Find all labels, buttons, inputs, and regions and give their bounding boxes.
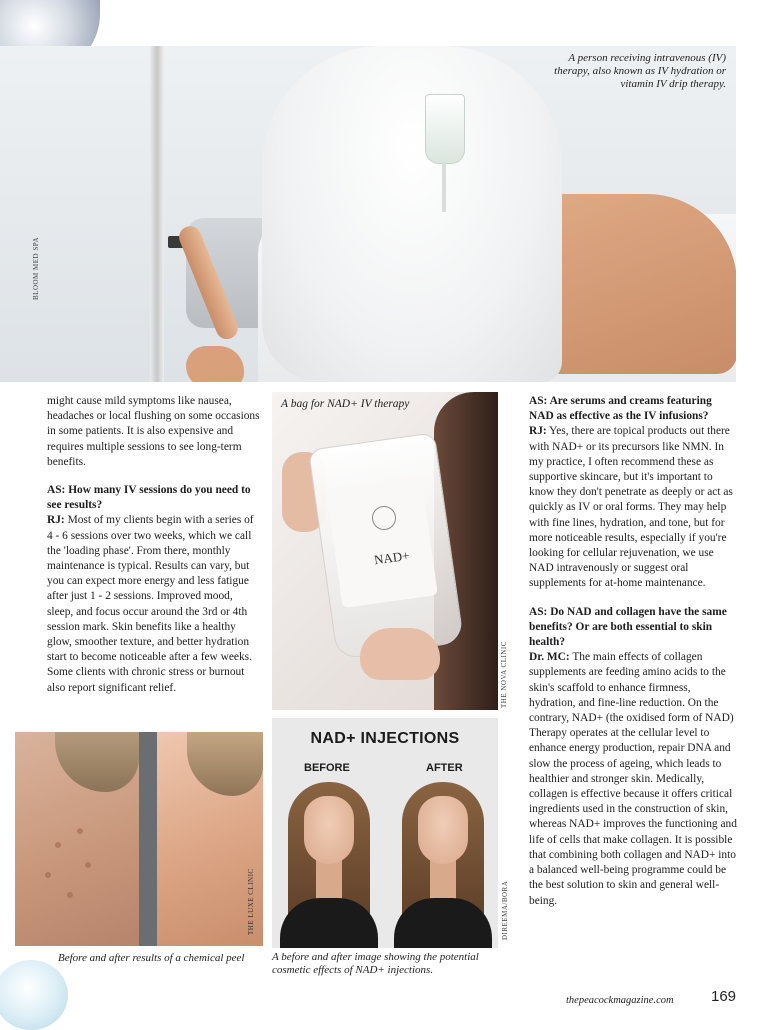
after-label: AFTER [426,762,463,774]
interview-question: AS: Do NAD and collagen have the same benefits? Or are both essential to skin health? [529,605,727,649]
photo-credit: BLOOM MED SPA [32,236,40,300]
image-caption: A bag for NAD+ IV therapy [281,398,410,410]
interview-question: AS: Are serums and creams featuring NAD as effective as the IV infusions? [529,395,712,423]
hero-caption: A person receiving intravenous (IV) therapy, also known as IV hydration or vitamin IV drip therapy. [554,52,726,90]
bag-label-text: NAD+ [373,547,411,568]
water-bubble-decoration [0,960,68,1030]
answer-text: The main effects of collagen supplements are feeding amino acids to the skin's scaffold to enhance firmness, hydration, and fine-line reduction. On the contrary, NAD+ (the oxidised form of NAD) Therapy operates at the cellular level to enhance energy production, repair DNA and slow the process of ageing, which leads to healthier and stronger skin. Medically, collagen is effective because it offers critical ingredients used in the construction of skin, whereas NAD+ improves the functioning and life of cells that make collagen. It is possible that combining both collagen and NAD+ into a balanced well-being programme could be the best solution to skin and general well-being. [529,651,737,907]
answer-text: Most of my clients begin with a series of 4 - 6 sessions over two weeks, which we call the 'loading phase'. From there, monthly maintenance is typical. Results can vary, but you can expect more energy and less fatigue after just 1 - 2 sessions. Improved mood, sleep, and focus occur around the 3rd or 4th session mark. Skin benefits like a healthy glow, smoother texture, and better hydration start to become noticeable after a few weeks. Some clients with chronic stress or burnout also report significant relief. [47,514,254,694]
image-caption: A before and after image showing the potential cosmetic effects of NAD+ injections. [272,951,479,976]
article-column-left [47,394,261,709]
magazine-url: thepeacockmagazine.com [566,995,674,1006]
peel-before [15,732,139,946]
portrait-after [394,782,492,948]
nad-iv-bag-photo [272,392,498,710]
nad-injections-before-after [272,718,498,948]
bag-label [326,476,438,608]
white-robe [262,46,562,382]
peel-after [139,732,263,946]
iv-pole [150,46,164,382]
interview-answer [529,650,737,908]
hero-photo-iv-therapy [0,46,736,382]
page-number: 169 [711,988,737,1005]
interview-answer [47,513,261,695]
water-glass [425,94,465,164]
glass-stem [442,162,446,212]
image-caption: Before and after results of a chemical peel [58,952,245,964]
interview-answer [529,424,737,591]
portrait-before [280,782,378,948]
photo-credit: THE LUXE CLINIC [247,868,255,935]
photo-credit: THE NOVA CLINIC [500,641,508,708]
before-label: BEFORE [304,762,350,774]
chemical-peel-before-after [15,732,263,946]
speaker-label: RJ: [47,514,65,527]
hand [186,346,244,382]
answer-text: Yes, there are topical products out there with NAD+ or its precursors like NMN. In my practice, I often recommend these as supportive skincare, but it's important to know they don't penetrate as deeply or act as quickly as IV or oral forms. They may help with fine lines, hydration, and tone, but for more noticeable results, especially if you're looking for cellular rejuvenation, we use NAD intravenously or suggest oral supplements for at-home maintenance. [529,425,733,590]
speaker-label: Dr. MC: [529,651,570,664]
hand [360,628,440,680]
paragraph: might cause mild symptoms like nausea, headaches or local flushing on some occasions in some patients. It is also expensive and requires multiple sessions to see long-term benefits. [47,395,260,468]
infographic-title: NAD+ INJECTIONS [310,730,460,747]
photo-credit: DIREEMA/BORA [501,880,509,940]
article-column-right [529,394,737,922]
interview-question: AS: How many IV sessions do you need to see results? [47,484,251,512]
speaker-label: RJ: [529,425,547,438]
